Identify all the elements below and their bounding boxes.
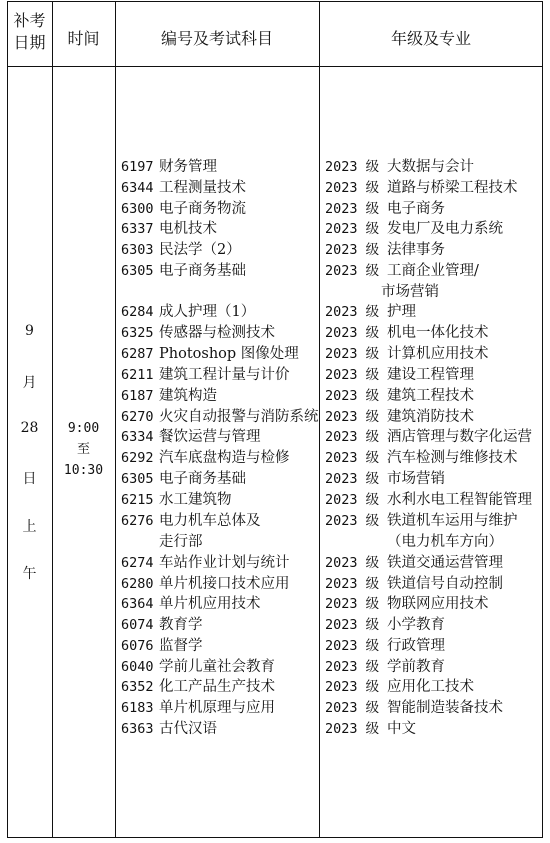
subject-name: 传感器与检测技术	[159, 325, 275, 341]
major-name: 水利水电工程智能管理	[387, 492, 532, 508]
major-year: 2023 级	[325, 201, 380, 217]
major-name: 小学教育	[387, 617, 445, 633]
major-row	[325, 574, 503, 594]
header-date-line1: 补考	[13, 11, 46, 30]
major-row	[325, 157, 474, 177]
major-row	[325, 344, 489, 364]
major-year: 2023 级	[325, 721, 380, 737]
subject-row	[121, 323, 275, 343]
major-year: 2023 级	[325, 576, 380, 592]
subject-name: 汽车底盘构造与检修	[159, 450, 290, 466]
subject-row	[121, 636, 203, 656]
subject-code: 6211	[121, 367, 154, 383]
subject-row	[121, 469, 246, 489]
major-row	[325, 261, 479, 281]
subject-code: 6300	[121, 201, 154, 217]
major-row	[325, 553, 503, 573]
subject-name: 财务管理	[159, 159, 217, 175]
major-year: 2023 级	[325, 346, 380, 362]
major-name: 物联网应用技术	[387, 596, 489, 612]
major-name: 护理	[387, 304, 416, 320]
header-time: 时间	[67, 29, 100, 48]
major-year: 2023 级	[325, 221, 380, 237]
major-name: 工商企业管理/	[387, 263, 479, 279]
date-char: 28	[20, 420, 39, 436]
major-year: 2023 级	[325, 388, 380, 404]
major-row	[325, 365, 474, 385]
subject-row	[121, 698, 275, 718]
time-to: 至	[76, 442, 90, 457]
major-name: 铁道交通运营管理	[387, 555, 503, 571]
major-name: 机电一体化技术	[387, 325, 489, 341]
subject-row	[121, 553, 290, 573]
major-row	[325, 677, 474, 697]
subject-name: 学前儿童社会教育	[159, 659, 275, 675]
subject-code: 6187	[121, 388, 154, 404]
subject-name: 火灾自动报警与消防系统	[159, 409, 319, 425]
subject-name: 古代汉语	[159, 721, 217, 737]
major-name: 发电厂及电力系统	[387, 221, 503, 237]
subject-row	[121, 199, 246, 219]
major-list	[325, 0, 541, 837]
subject-row	[121, 615, 203, 635]
subject-code: 6352	[121, 679, 154, 695]
major-row	[325, 636, 445, 656]
major-row	[325, 240, 445, 260]
date-char: 上	[22, 519, 37, 535]
major-year: 2023 级	[325, 471, 380, 487]
major-name: 道路与桥梁工程技术	[387, 180, 518, 196]
subject-name: 工程测量技术	[159, 180, 246, 196]
subject-code: 6344	[121, 180, 154, 196]
major-name: 建筑工程技术	[387, 388, 474, 404]
subject-name: 餐饮运营与管理	[159, 429, 261, 445]
subject-row	[121, 178, 246, 198]
subject-row	[121, 719, 217, 739]
major-row	[325, 323, 489, 343]
major-year: 2023 级	[325, 429, 380, 445]
major-year: 2023 级	[325, 555, 380, 571]
subject-row	[121, 594, 261, 614]
header-major: 年级及专业	[390, 29, 471, 48]
subject-name: Photoshop 图像处理	[159, 346, 299, 362]
major-year: 2023 级	[325, 263, 380, 279]
exam-time	[52, 418, 115, 481]
date-char: 午	[22, 566, 37, 582]
major-year: 2023 级	[325, 638, 380, 654]
major-name: 智能制造装备技术	[387, 700, 503, 716]
subject-row	[121, 574, 290, 594]
subject-code: 6305	[121, 471, 154, 487]
major-name: 计算机应用技术	[387, 346, 489, 362]
subject-code: 6305	[121, 263, 154, 279]
time-start: 9:00	[67, 421, 100, 436]
major-year: 2023 级	[325, 492, 380, 508]
major-name-cont: 市场营销	[381, 284, 439, 300]
subject-code: 6270	[121, 409, 154, 425]
subject-name: 单片机原理与应用	[159, 700, 275, 716]
major-year: 2023 级	[325, 617, 380, 633]
subject-row	[121, 302, 255, 322]
subject-code: 6183	[121, 700, 154, 716]
major-year: 2023 级	[325, 659, 380, 675]
subject-row	[121, 219, 217, 239]
major-year: 2023 级	[325, 409, 380, 425]
subject-name: 建筑工程计量与计价	[159, 367, 290, 383]
subject-code: 6284	[121, 304, 154, 320]
major-year: 2023 级	[325, 367, 380, 383]
subject-name: 水工建筑物	[159, 492, 232, 508]
major-year: 2023 级	[325, 159, 380, 175]
major-year: 2023 级	[325, 242, 380, 258]
major-row	[325, 657, 445, 677]
column-divider	[319, 1, 320, 838]
major-name: 汽车检测与维修技术	[387, 450, 518, 466]
major-row	[325, 615, 445, 635]
subject-name: 成人护理（1）	[159, 304, 256, 320]
header-subject: 编号及考试科目	[160, 29, 273, 48]
subject-code: 6276	[121, 513, 154, 529]
major-year: 2023 级	[325, 596, 380, 612]
subject-row	[121, 427, 261, 447]
major-row	[325, 199, 445, 219]
subject-name: 电力机车总体及	[159, 513, 261, 529]
subject-row	[121, 677, 275, 697]
subject-code: 6337	[121, 221, 154, 237]
subject-code: 6280	[121, 576, 154, 592]
subject-row	[121, 365, 290, 385]
exam-date	[7, 0, 52, 837]
subject-code: 6076	[121, 638, 154, 654]
subject-name: 电子商务基础	[159, 263, 246, 279]
subject-code: 6274	[121, 555, 154, 571]
subject-name: 化工产品生产技术	[159, 679, 275, 695]
subject-code: 6303	[121, 242, 154, 258]
major-row	[325, 178, 518, 198]
major-row	[325, 302, 416, 322]
subject-name-cont: 走行部	[159, 534, 203, 550]
major-year: 2023 级	[325, 513, 380, 529]
time-end: 10:30	[63, 463, 104, 478]
subject-row	[121, 448, 290, 468]
header-date-line2: 日期	[13, 33, 46, 52]
major-row	[325, 719, 416, 739]
major-name-cont: （电力机车方向）	[387, 534, 503, 550]
major-name: 法律事务	[387, 242, 445, 258]
subject-name: 电子商务基础	[159, 471, 246, 487]
major-name: 中文	[387, 721, 416, 737]
subject-name: 建筑构造	[159, 388, 217, 404]
major-name: 行政管理	[387, 638, 445, 654]
major-name: 建设工程管理	[387, 367, 474, 383]
subject-row	[121, 657, 275, 677]
date-char: 月	[22, 375, 37, 391]
subject-code: 6325	[121, 325, 154, 341]
major-year: 2023 级	[325, 325, 380, 341]
major-row	[325, 511, 518, 531]
subject-name: 电机技术	[159, 221, 217, 237]
subject-row	[121, 511, 261, 531]
major-name: 学前教育	[387, 659, 445, 675]
major-row	[325, 594, 489, 614]
major-name: 铁道机车运用与维护	[387, 513, 518, 529]
subject-code: 6215	[121, 492, 154, 508]
major-name: 应用化工技术	[387, 679, 474, 695]
subject-row-cont	[159, 532, 203, 552]
subject-name: 车站作业计划与统计	[159, 555, 290, 571]
subject-row	[121, 261, 246, 281]
subject-name: 单片机应用技术	[159, 596, 261, 612]
major-year: 2023 级	[325, 180, 380, 196]
major-row	[325, 427, 532, 447]
subject-code: 6363	[121, 721, 154, 737]
subject-code: 6292	[121, 450, 154, 466]
date-char: 日	[22, 471, 37, 487]
subject-name: 监督学	[159, 638, 203, 654]
major-row-cont	[387, 532, 503, 552]
major-row	[325, 407, 474, 427]
subject-name: 民法学（2）	[159, 242, 241, 258]
major-year: 2023 级	[325, 700, 380, 716]
subject-list	[121, 0, 317, 837]
major-row	[325, 469, 445, 489]
subject-name: 电子商务物流	[159, 201, 246, 217]
major-name: 铁道信号自动控制	[387, 576, 503, 592]
subject-name: 单片机接口技术应用	[159, 576, 290, 592]
subject-row	[121, 344, 299, 364]
subject-code: 6074	[121, 617, 154, 633]
major-row	[325, 448, 518, 468]
subject-row	[121, 240, 241, 260]
subject-row	[121, 386, 217, 406]
major-year: 2023 级	[325, 450, 380, 466]
subject-row	[121, 407, 319, 427]
major-name: 酒店管理与数字化运营	[387, 429, 532, 445]
column-divider	[115, 1, 116, 838]
subject-code: 6040	[121, 659, 154, 675]
major-row	[325, 698, 503, 718]
major-name: 建筑消防技术	[387, 409, 474, 425]
major-row	[325, 219, 503, 239]
major-year: 2023 级	[325, 304, 380, 320]
subject-row	[121, 157, 217, 177]
major-row-cont	[381, 282, 439, 302]
major-name: 电子商务	[387, 201, 445, 217]
date-char: 9	[25, 323, 34, 339]
major-name: 大数据与会计	[387, 159, 474, 175]
subject-code: 6364	[121, 596, 154, 612]
major-year: 2023 级	[325, 679, 380, 695]
subject-row	[121, 490, 232, 510]
major-row	[325, 490, 532, 510]
subject-name: 教育学	[159, 617, 203, 633]
subject-code: 6334	[121, 429, 154, 445]
subject-code: 6287	[121, 346, 154, 362]
major-row	[325, 386, 474, 406]
major-name: 市场营销	[387, 471, 445, 487]
subject-code: 6197	[121, 159, 154, 175]
